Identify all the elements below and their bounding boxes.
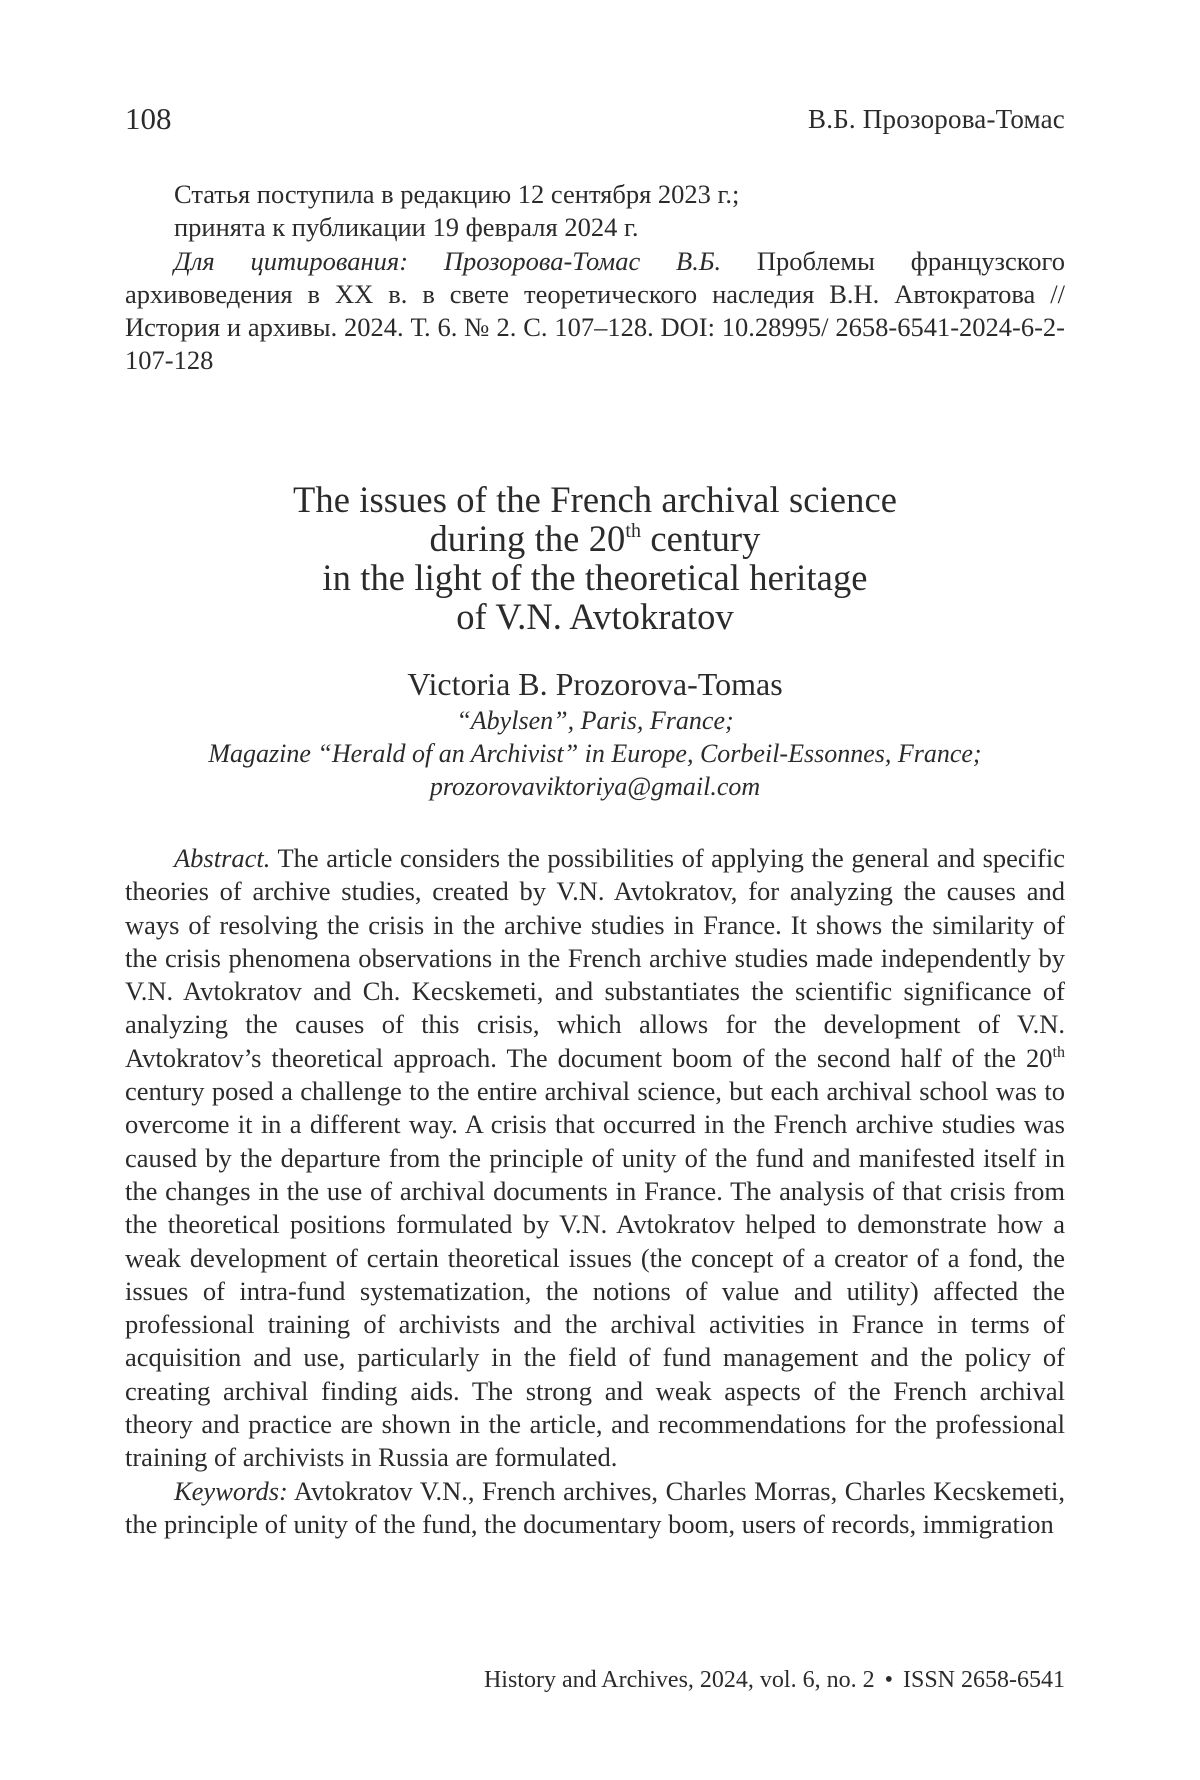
abstract-section <box>125 842 1065 1541</box>
page-footer <box>484 1665 1065 1695</box>
keywords-text: Avtokratov V.N., French archives, Charles Morras, Charles Kecskemeti, the principle of unity of the fund, the documentary boom, users of records, immigration <box>125 1476 1065 1539</box>
title-line-2 <box>125 519 1065 558</box>
page-number: 108 <box>125 102 172 136</box>
citation <box>125 245 1065 378</box>
title-line-3: in the light of the theoretical heritage <box>125 558 1065 597</box>
keywords-label: Keywords: <box>174 1476 288 1506</box>
author-block <box>125 664 1065 803</box>
title-line-2-text: during the 20 <box>429 518 625 559</box>
title-line-1: The issues of the French archival science <box>125 480 1065 519</box>
abstract-label: Abstract. <box>174 843 270 873</box>
accepted-date: принята к публикации 19 февраля 2024 г. <box>125 211 1065 244</box>
citation-label: Для цитирования: Прозорова-Томас В.Б. <box>174 246 721 276</box>
citation-text: Проблемы французского архивоведения в XX в. в свете теоретического наследия В.Н. Автократова // История и архивы. 2024. Т. 6. № 2. С. 107–128. DOI: 10.28995/ 2658-6541-2024-6-2-107-128 <box>125 246 1065 376</box>
abstract-text-2: century posed a challenge to the entire archival science, but each archival school was to overcome it in a different way. A crisis that occurred in the French archive studies was caused by the departure from the principle of unity of the fund and manifested itself in the changes in the use of archival documents in France. The analysis of that crisis from the theoretical positions formulated by V.N. Avtokratov helped to demonstrate how a weak development of certain theoretical issues (the concept of a creator of a fond, the issues of intra-fund systematization, the notions of value and utility) affected the professional training of archivists and the archival activities in France in terms of acquisition and use, particularly in the field of fund management and the policy of creating archival finding aids. The strong and weak aspects of the French archival theory and practice are shown in the article, and recommendations for the professional training of archivists in Russia are formulated. <box>125 1076 1065 1472</box>
affiliation-2: Magazine “Herald of an Archivist” in Europe, Corbeil-Essonnes, France; <box>125 737 1065 770</box>
article-meta <box>125 178 1065 378</box>
author-email[interactable]: prozorovaviktoriya@gmail.com <box>125 770 1065 803</box>
affiliation-1: “Abylsen”, Paris, France; <box>125 704 1065 737</box>
abstract-superscript: th <box>1053 1044 1065 1061</box>
footer-issn: ISSN 2658-6541 <box>903 1667 1065 1693</box>
footer-bullet: • <box>885 1667 893 1693</box>
running-head <box>125 102 1065 136</box>
title-line-4: of V.N. Avtokratov <box>125 597 1065 636</box>
abstract <box>125 842 1065 1475</box>
article-title <box>125 480 1065 636</box>
footer-journal: History and Archives, 2024, vol. 6, no. 2 <box>484 1667 875 1693</box>
running-author: В.Б. Прозорова-Томас <box>808 102 1065 136</box>
title-line-2-tail: century <box>641 518 760 559</box>
received-date: Статья поступила в редакцию 12 сентября 2023 г.; <box>125 178 1065 211</box>
author-name: Victoria B. Prozorova-Tomas <box>125 664 1065 704</box>
keywords <box>125 1475 1065 1542</box>
title-superscript: th <box>625 520 641 542</box>
abstract-text-1: The article considers the possibilities of applying the general and specific theories of archive studies, created by V.N. Avtokratov, for analyzing the causes and ways of resolving the crisis in the archive studies in France. It shows the similarity of the crisis phenomena observations in the French archive studies made independently by V.N. Avtokratov and Ch. Kecskemeti, and substantiates the scientific significance of analyzing the causes of this crisis, which allows for the development of V.N. Avtokratov’s theoretical approach. The document boom of the second half of the 20 <box>125 843 1065 1073</box>
